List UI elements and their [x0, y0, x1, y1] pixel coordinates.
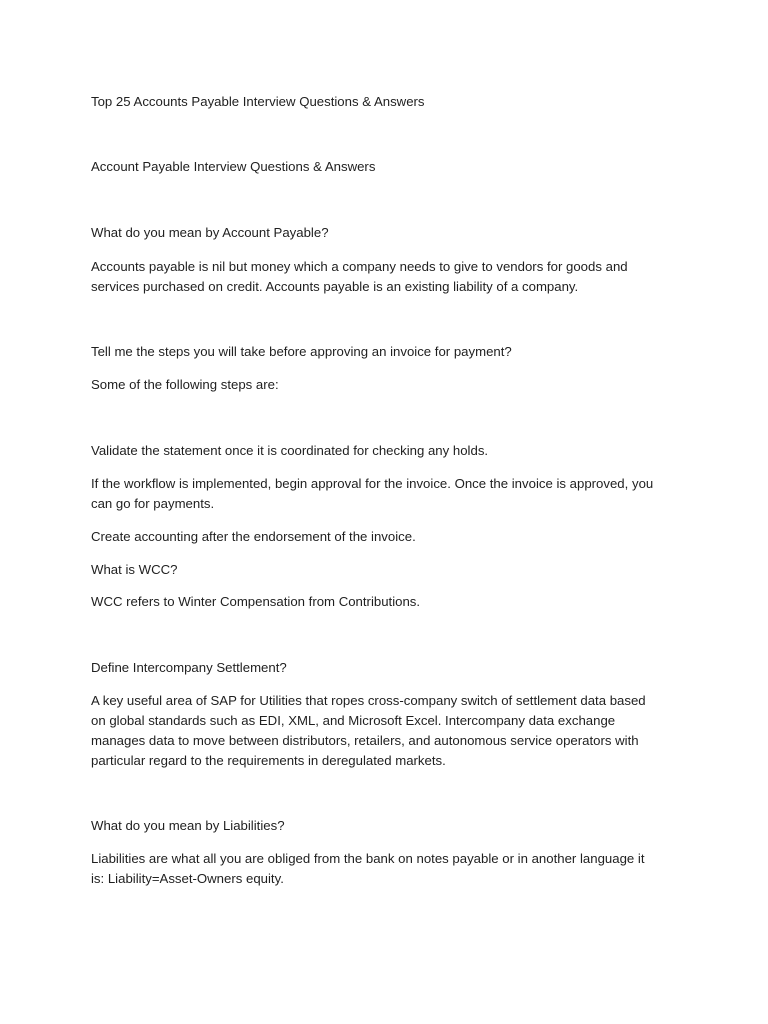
answer-line: Liabilities are what all you are obliged from the bank on notes payable or in another language it: [91, 851, 645, 866]
document-subtitle: Account Payable Interview Questions & Answers: [91, 159, 376, 174]
answer-line: can go for payments.: [91, 496, 215, 511]
question-intercompany-settlement: Define Intercompany Settlement?: [91, 660, 287, 675]
answer-line: on global standards such as EDI, XML, and Microsoft Excel. Intercompany data exchange: [91, 713, 616, 728]
approval-step-2: [91, 474, 691, 514]
answer-line: A key useful area of SAP for Utilities that ropes cross-company switch of settlement data based: [91, 693, 646, 708]
answer-line: services purchased on credit. Accounts payable is an existing liability of a company.: [91, 279, 579, 294]
approval-step-3: Create accounting after the endorsement of the invoice.: [91, 529, 416, 544]
answer-line: Accounts payable is nil but money which a company needs to give to vendors for goods and: [91, 259, 628, 274]
answer-line: is: Liability=Asset-Owners equity.: [91, 871, 284, 886]
answer-account-payable: [91, 257, 691, 297]
answer-liabilities: [91, 849, 691, 889]
approval-step-1: Validate the statement once it is coordinated for checking any holds.: [91, 443, 489, 458]
question-approval-steps: Tell me the steps you will take before approving an invoice for payment?: [91, 344, 512, 359]
question-wcc: What is WCC?: [91, 562, 178, 577]
document-title: Top 25 Accounts Payable Interview Questions & Answers: [91, 94, 425, 109]
answer-line: particular regard to the requirements in deregulated markets.: [91, 753, 446, 768]
answer-line: manages data to move between distributors, retailers, and autonomous service operators with: [91, 733, 639, 748]
answer-wcc: WCC refers to Winter Compensation from Contributions.: [91, 594, 421, 609]
question-account-payable: What do you mean by Account Payable?: [91, 225, 329, 240]
answer-intercompany-settlement: [91, 691, 691, 771]
question-liabilities: What do you mean by Liabilities?: [91, 818, 285, 833]
answer-line: If the workflow is implemented, begin approval for the invoice. Once the invoice is approved, you: [91, 476, 654, 491]
answer-approval-steps-intro: Some of the following steps are:: [91, 377, 279, 392]
